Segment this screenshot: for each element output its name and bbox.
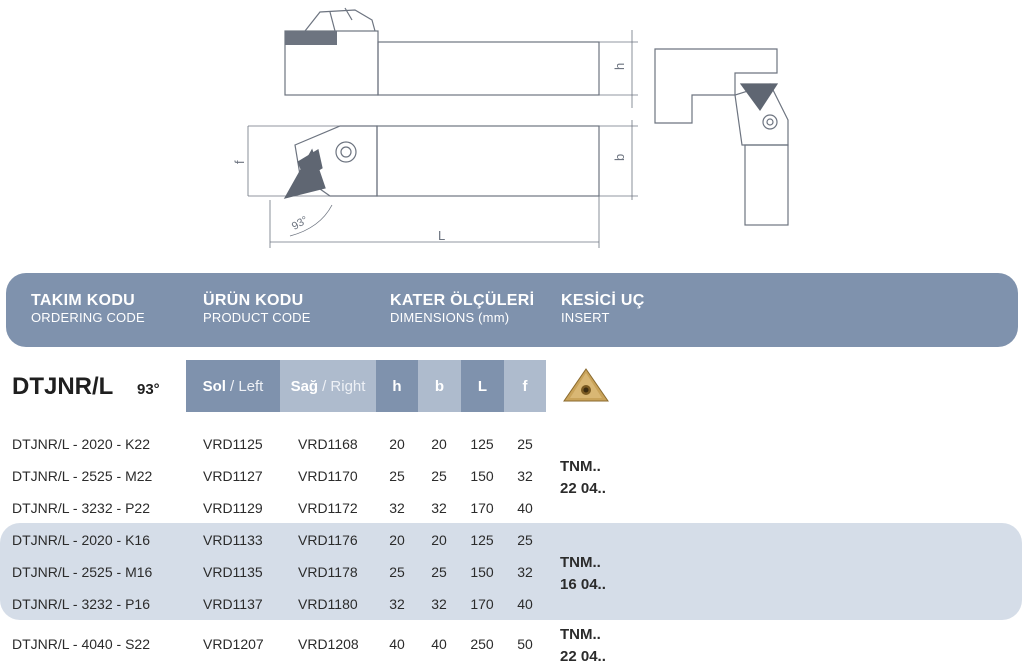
tool-holder-drawing — [0, 0, 1024, 262]
ordering-code: DTJNR/L - 2525 - M16 — [12, 564, 153, 580]
dim-h: 40 — [389, 636, 405, 652]
ordering-code: DTJNR/L - 2020 - K16 — [12, 532, 150, 548]
dim-h: 32 — [389, 500, 405, 516]
dim-b: 25 — [431, 564, 447, 580]
dim-f: 40 — [517, 500, 533, 516]
column-L: L — [461, 360, 504, 412]
insert-designation: TNM.. 22 04.. — [560, 458, 606, 497]
dim-b-label: b — [612, 153, 627, 161]
dim-f: 50 — [517, 636, 533, 652]
dim-h: 20 — [389, 532, 405, 548]
header-insert: KESİCİ UÇ INSERT — [561, 292, 645, 325]
dim-f: 25 — [517, 532, 533, 548]
dim-b: 40 — [431, 636, 447, 652]
header-product-code: ÜRÜN KODU PRODUCT CODE — [203, 292, 311, 325]
product-code-left: VRD1133 — [203, 532, 263, 548]
triangular-insert-side — [741, 84, 777, 110]
product-code-right: VRD1208 — [298, 636, 359, 652]
dim-L: 250 — [470, 636, 494, 652]
dim-f: 40 — [517, 596, 533, 612]
dim-h: 20 — [389, 436, 405, 452]
top-view-shank — [378, 42, 599, 95]
triangle-insert-icon — [562, 367, 610, 405]
column-h: h — [376, 360, 418, 412]
insert-designation: TNM.. 22 04.. — [560, 626, 606, 665]
approach-angle: 93° — [137, 381, 160, 398]
dim-b: 25 — [431, 468, 447, 484]
side-view-shank — [745, 145, 788, 225]
column-f: f — [504, 360, 546, 412]
dim-b: 32 — [431, 596, 447, 612]
ordering-code: DTJNR/L - 3232 - P22 — [12, 500, 150, 516]
dim-L: 170 — [470, 596, 494, 612]
product-code-left: VRD1207 — [203, 636, 264, 652]
dim-L: 125 — [470, 436, 494, 452]
ordering-code: DTJNR/L - 4040 - S22 — [12, 636, 150, 652]
table-header-bar — [6, 273, 1018, 347]
product-code-left: VRD1129 — [203, 500, 263, 516]
product-code-right: VRD1178 — [298, 564, 358, 580]
product-code-left: VRD1127 — [203, 468, 263, 484]
dim-h: 25 — [389, 468, 405, 484]
dim-f: 32 — [517, 564, 533, 580]
product-code-right: VRD1172 — [298, 500, 358, 516]
insert-designation: TNM.. 16 04.. — [560, 554, 606, 593]
product-code-left: VRD1135 — [203, 564, 263, 580]
dim-angle-label: 93° — [289, 214, 311, 233]
product-code-left: VRD1137 — [203, 596, 263, 612]
dim-h-label: h — [612, 62, 627, 70]
dim-f: 25 — [517, 436, 533, 452]
product-code-right: VRD1168 — [298, 436, 358, 452]
column-b: b — [418, 360, 461, 412]
tool-family-name: DTJNR/L — [12, 373, 114, 400]
dim-b: 20 — [431, 436, 447, 452]
ordering-code: DTJNR/L - 2525 - M22 — [12, 468, 153, 484]
dim-h: 32 — [389, 596, 405, 612]
product-code-right: VRD1180 — [298, 596, 358, 612]
clamp-top-view — [305, 10, 375, 31]
header-ordering-code: TAKIM KODU ORDERING CODE — [31, 292, 145, 325]
product-code-right: VRD1176 — [298, 532, 358, 548]
dim-f-label: f — [232, 160, 247, 164]
dim-L: 125 — [470, 532, 494, 548]
ordering-code: DTJNR/L - 3232 - P16 — [12, 596, 150, 612]
dim-b: 20 — [431, 532, 447, 548]
ordering-code: DTJNR/L - 2020 - K22 — [12, 436, 150, 452]
product-code-left: VRD1125 — [203, 436, 263, 452]
dim-L: 150 — [470, 468, 494, 484]
column-left: Sol / Left — [186, 360, 280, 412]
column-right: Sağ / Right — [280, 360, 376, 412]
dim-h: 25 — [389, 564, 405, 580]
header-dimensions: KATER ÖLÇÜLERİ DIMENSIONS (mm) — [390, 292, 535, 325]
dim-b: 32 — [431, 500, 447, 516]
dim-f: 32 — [517, 468, 533, 484]
front-view-shank — [377, 126, 599, 196]
dim-L: 150 — [470, 564, 494, 580]
dim-L: 170 — [470, 500, 494, 516]
dim-L-label: L — [438, 228, 446, 243]
product-code-right: VRD1170 — [298, 468, 358, 484]
